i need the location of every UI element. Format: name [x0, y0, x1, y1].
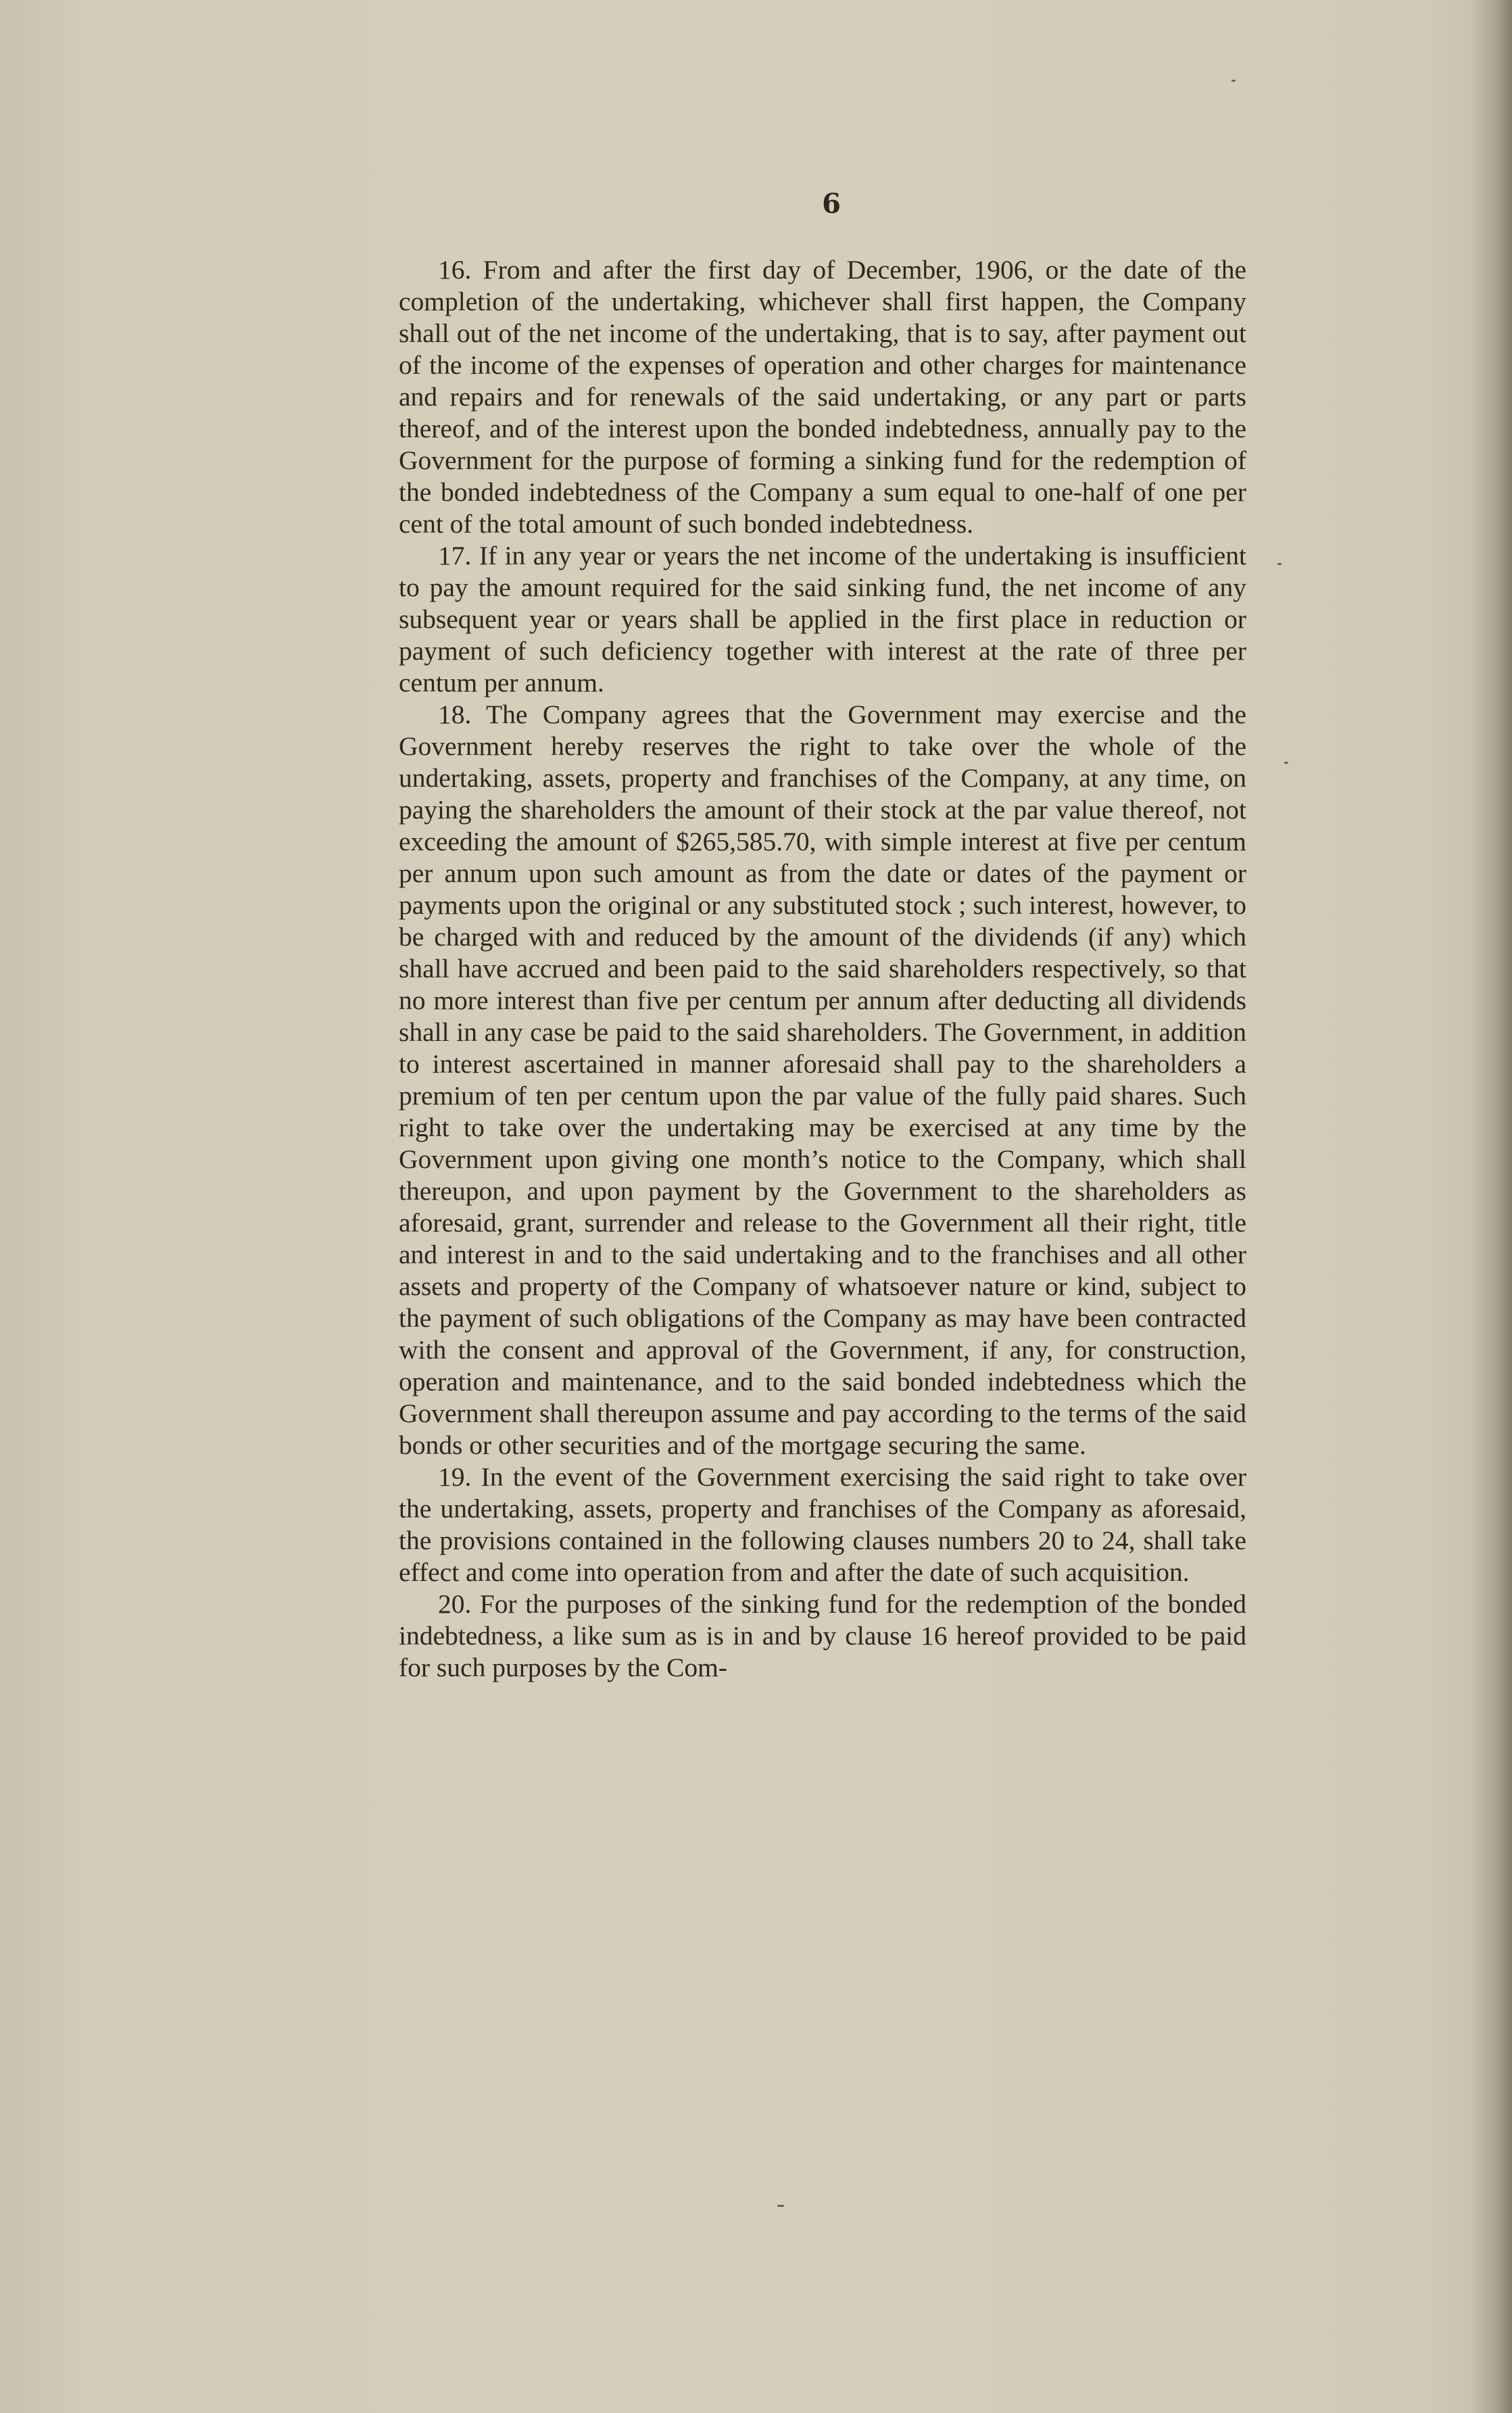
page-edge-shadow	[1471, 0, 1512, 2413]
clause-18-paragraph: 18. The Company agrees that the Government may exercise and the Government hereby reserves the right to take over the whole of the undertaking, assets, property and franchises of the Company, at any time, on paying the shareholders the amount of their stock at the par value thereof, not exceeding the amount of $265,585.70, with simple interest at five per centum per annum upon such amount as from the date or dates of the payment or payments upon the original or any substituted stock ; such interest, however, to be charged with and reduced by the amount of the dividends (if any) which shall have accrued and been paid to the said shareholders respectively, so that no more interest than five per centum per annum after deducting all dividends shall in any case be paid to the said shareholders. The Government, in addition to interest ascertained in manner aforesaid shall pay to the shareholders a premium of ten per centum upon the par value of the fully paid shares. Such right to take over the undertaking may be exercised at any time by the Government upon giving one month’s notice to the Company, which shall thereupon, and upon payment by the Government to the shareholders as aforesaid, grant, surrender and release to the Government all their right, title and interest in and to the said undertaking and to the franchises and all other assets and property of the Company of whatsoever nature or kind, subject to the payment of such obligations of the Company as may have been contracted with the consent and approval of the Government, if any, for construction, operation and maintenance, and to the said bonded indebtedness which the Government shall thereupon assume and pay according to the terms of the said bonds or other securities and of the mortgage securing the same.	[399, 700, 1246, 1460]
paper-speck	[1277, 563, 1282, 565]
clause-19-paragraph: 19. In the event of the Government exercising the said right to take over the undertaking, assets, property and franchises of the Company as aforesaid, the provisions contained in the following clauses numbers 20 to 24, shall take effect and come into operation from and after the date of such acquisition.	[399, 1462, 1246, 1587]
paper-speck	[777, 2205, 784, 2207]
body-text	[399, 254, 1246, 1684]
paper-speck	[1284, 762, 1288, 764]
clause-16-paragraph: 16. From and after the first day of December, 1906, or the date of the completion of the undertaking, whichever shall first happen, the Company shall out of the net income of the undertaking, that is to say, after payment out of the income of the expenses of operation and other charges for maintenance and repairs and for renewals of the said undertaking, or any part or parts thereof, and of the interest upon the bonded indebtedness, annually pay to the Government for the purpose of forming a sinking fund for the redemption of the bonded indebtedness of the Company a sum equal to one-half of one per cent of the total amount of such bonded indebtedness.	[399, 255, 1246, 539]
clause-20-paragraph: 20. For the purposes of the sinking fund for the redemption of the bonded indebtedness, a like sum as is in and by clause 16 hereof provided to be paid for such purposes by the Com-	[399, 1589, 1246, 1682]
paper-speck	[1231, 80, 1236, 82]
clause-17-paragraph: 17. If in any year or years the net income of the undertaking is insufficient to pay the amount required for the said sinking fund, the net income of any subsequent year or years shall be applied in the first place in reduction or payment of such deficiency together with interest at the rate of three per centum per annum.	[399, 541, 1246, 698]
page-number: 6	[822, 188, 841, 220]
